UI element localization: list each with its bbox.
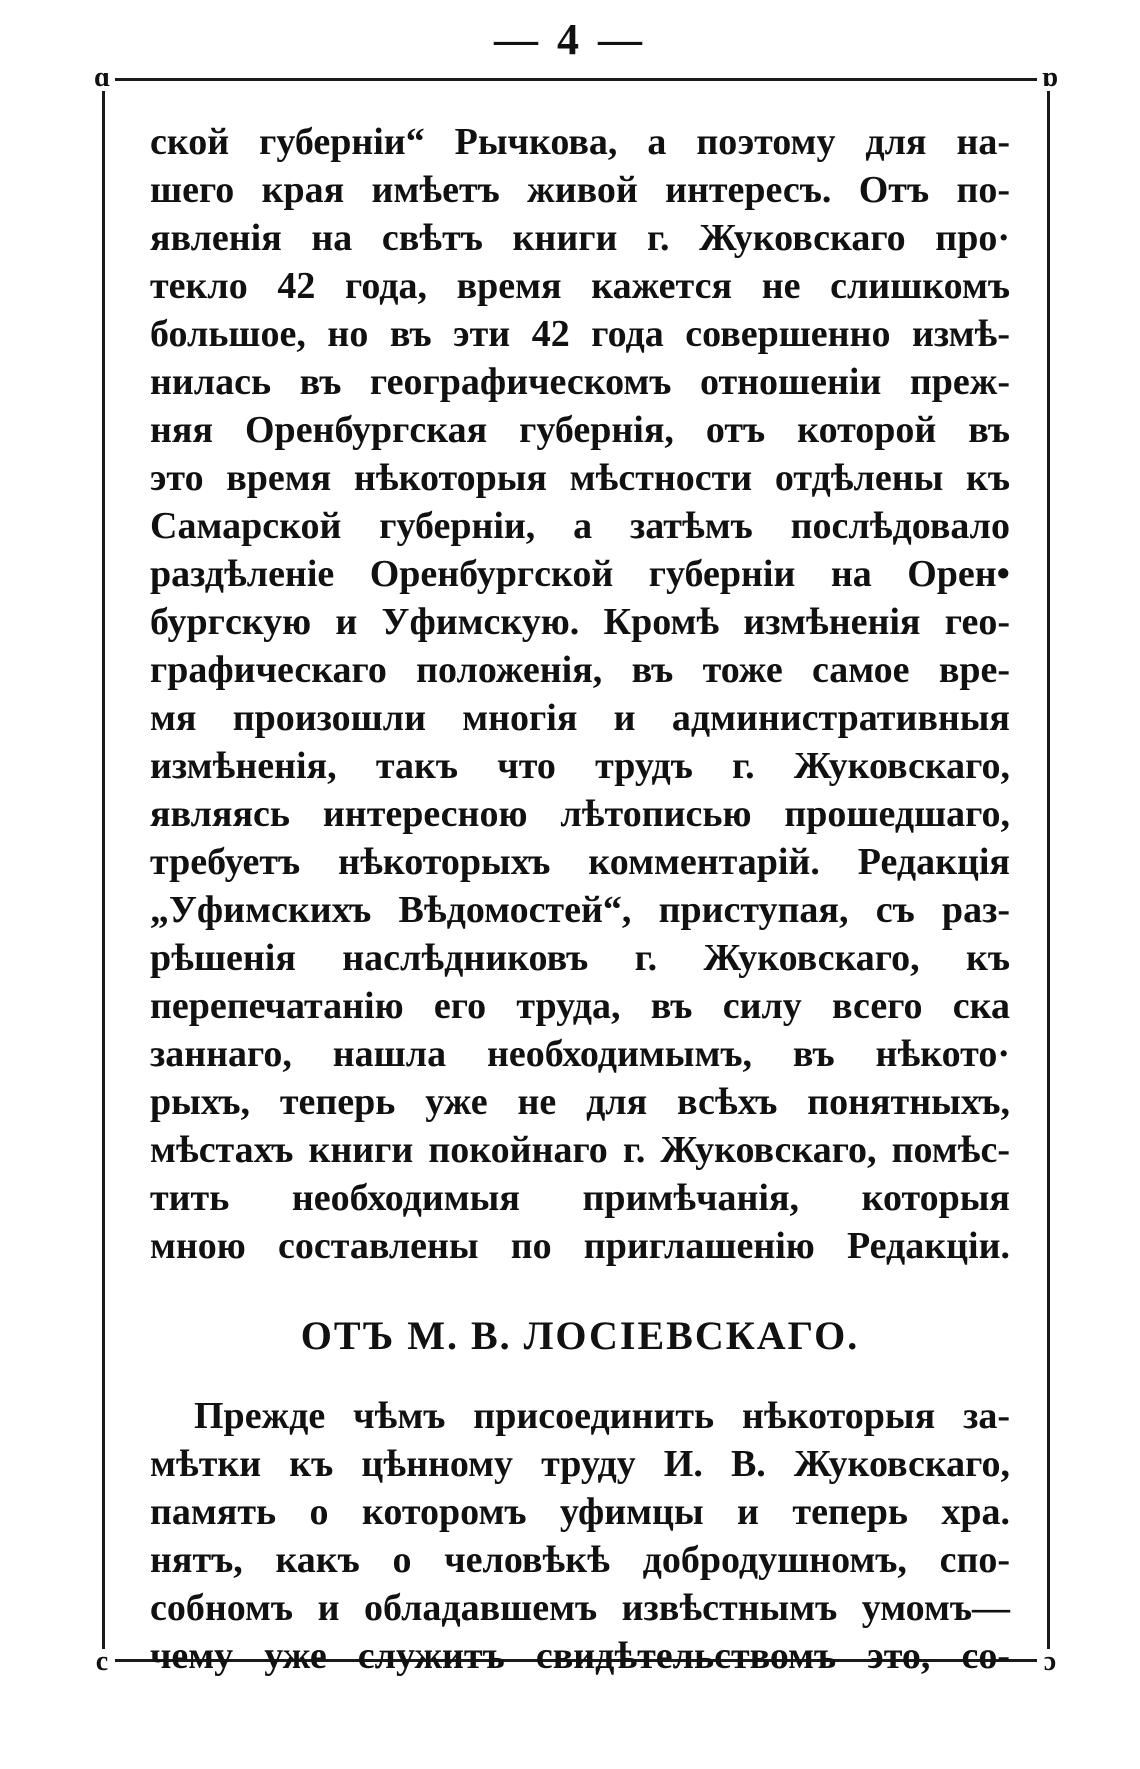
text-line: это время нѣкоторыя мѣстности отдѣлены къ xyxy=(150,457,1010,499)
text-line: бургскую и Уфимскую. Кромѣ измѣненія гео- xyxy=(150,601,1010,643)
text-line-last: мною составлены по приглашенію Редакціи. xyxy=(150,1225,1010,1267)
text-line: нятъ, какъ о человѣкѣ добродушномъ, спо- xyxy=(150,1539,1010,1581)
text-line: память о которомъ уфимцы и теперь хра. xyxy=(150,1491,1010,1533)
text-line: мя произошли многія и административныя xyxy=(150,697,1010,739)
text-line: перепечатанію его труда, въ силу всего ска xyxy=(150,985,1010,1027)
text-line: раздѣленіе Оренбургской губерніи на Орен• xyxy=(150,553,1010,595)
text-line-indented: Прежде чѣмъ присоединить нѣкоторыя за- xyxy=(194,1395,1010,1437)
text-line: требуетъ нѣкоторыхъ комментарій. Редакція xyxy=(150,841,1010,883)
text-line: измѣненія, такъ что трудъ г. Жуковскаго, xyxy=(150,745,1010,787)
text-line: мѣтки къ цѣнному труду И. В. Жуковскаго, xyxy=(150,1443,1010,1485)
paragraph-continued xyxy=(150,118,1010,1270)
text-line: мѣстахъ книги покойнаго г. Жуковскаго, помѣс- xyxy=(150,1129,1010,1171)
text-line: графическаго положенія, въ тоже самое вре- xyxy=(150,649,1010,691)
text-line: нилась въ географическомъ отношеніи преж- xyxy=(150,361,1010,403)
text-line: являясь интересною лѣтописью прошедшаго, xyxy=(150,793,1010,835)
text-line: чему уже служитъ свидѣтельствомъ это, со- xyxy=(150,1635,1010,1677)
text-line: „Уфимскихъ Вѣдомостей“, приступая, съ раз- xyxy=(150,889,1010,931)
text-line: текло 42 года, время кажется не слишкомъ xyxy=(150,265,1010,307)
text-line: рѣшенія наслѣдниковъ г. Жуковскаго, къ xyxy=(150,937,1010,979)
section-heading: ОТЪ М. В. ЛОСІЕВСКАГО. xyxy=(300,1313,860,1358)
page-body-text xyxy=(150,118,1010,1680)
text-line: шего края имѣетъ живой интересъ. Отъ по- xyxy=(150,169,1010,211)
page-number: — 4 — xyxy=(494,15,646,64)
text-line: заннаго, нашла необходимымъ, въ нѣкото· xyxy=(150,1033,1010,1075)
corner-ornament-top-right: ɒ xyxy=(1037,65,1063,91)
text-line: явленія на свѣтъ книги г. Жуковскаго про· xyxy=(150,217,1010,259)
paragraph-new xyxy=(150,1392,1010,1680)
text-line: тить необходимыя примѣчанія, которыя xyxy=(150,1177,1010,1219)
text-line: няя Оренбургская губернія, отъ которой въ xyxy=(150,409,1010,451)
corner-ornament-bottom-right: ɔ xyxy=(1037,1649,1063,1675)
text-line: рыхъ, теперь уже не для всѣхъ понятныхъ, xyxy=(150,1081,1010,1123)
corner-ornament-top-left: ɑ xyxy=(89,65,115,91)
text-line: ской губерніи“ Рычкова, а поэтому для на- xyxy=(150,121,1010,163)
text-line: большое, но въ эти 42 года совершенно измѣ- xyxy=(150,313,1010,355)
text-line: Самарской губерніи, а затѣмъ послѣдовало xyxy=(150,505,1010,547)
corner-ornament-bottom-left: c xyxy=(89,1649,115,1675)
text-line: собномъ и обладавшемъ извѣстнымъ умомъ— xyxy=(150,1587,1010,1629)
